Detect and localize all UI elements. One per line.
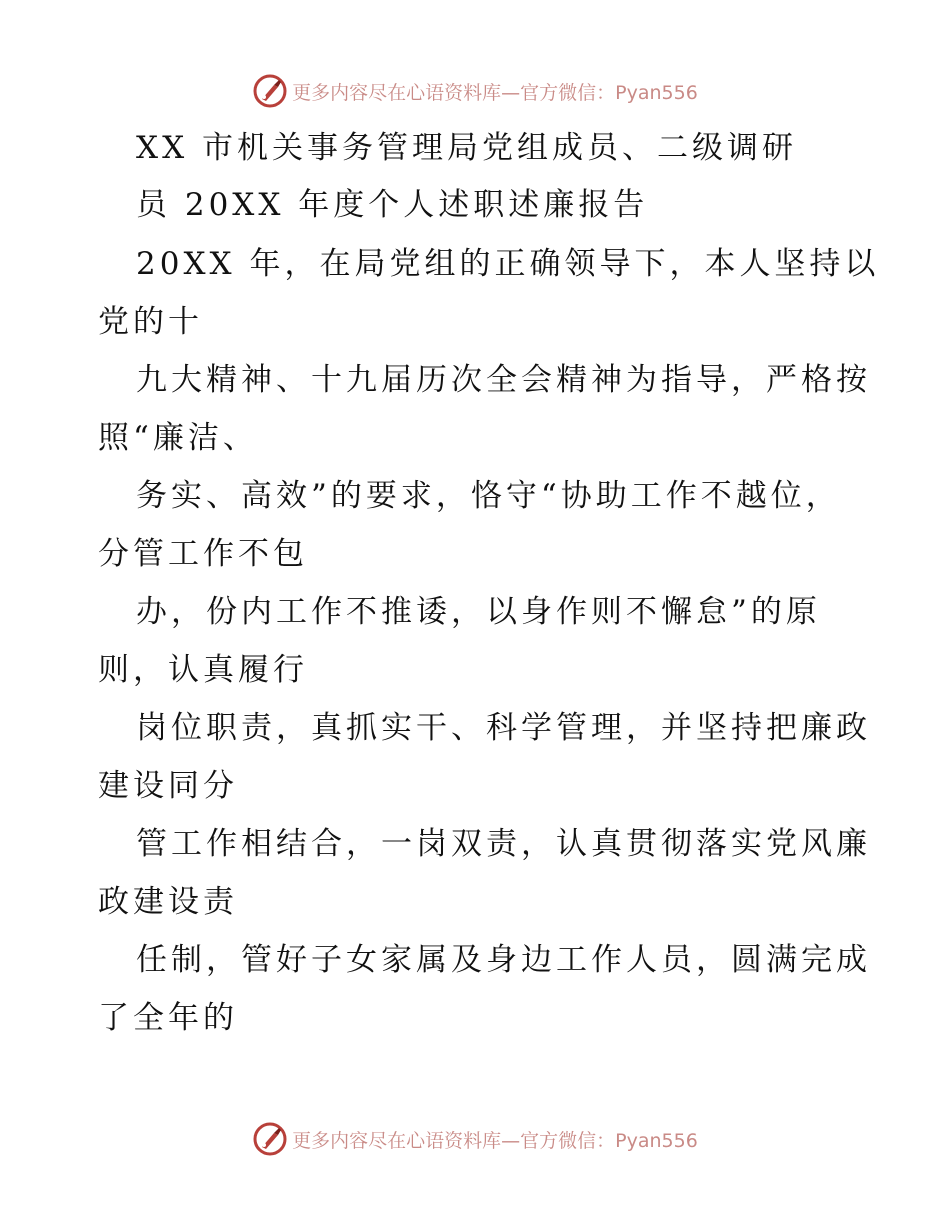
paragraph-line: 党的十 bbox=[98, 304, 203, 340]
paragraph-line: 则，认真履行 bbox=[98, 652, 308, 688]
paragraph-line: 20XX 年，在局党组的正确领导下，本人坚持以 bbox=[136, 246, 880, 282]
pen-logo-icon bbox=[252, 73, 288, 109]
watermark-footer bbox=[0, 1119, 950, 1159]
title-line-2: 员 20XX 年度个人述职述廉报告 bbox=[136, 187, 649, 223]
paragraph-line: 照“廉洁、 bbox=[98, 420, 258, 456]
watermark-header bbox=[0, 71, 950, 111]
paragraph-line: 九大精神、十九届历次全会精神为指导，严格按 bbox=[136, 362, 871, 398]
paragraph-line: 建设同分 bbox=[98, 768, 238, 804]
paragraph-line: 任制，管好子女家属及身边工作人员，圆满完成 bbox=[136, 942, 871, 978]
paragraph-line: 了全年的 bbox=[98, 1000, 238, 1036]
paragraph-line: 分管工作不包 bbox=[98, 536, 308, 572]
paragraph-line: 务实、高效”的要求，恪守“协助工作不越位， bbox=[136, 478, 841, 514]
paragraph-line: 办，份内工作不推诿，以身作则不懈怠”的原 bbox=[136, 594, 821, 630]
watermark-text: 更多内容尽在心语资料库—官方微信：Pyan556 bbox=[292, 1129, 698, 1152]
paragraph-line: 岗位职责，真抓实干、科学管理，并坚持把廉政 bbox=[136, 710, 871, 746]
title-line-1: XX 市机关事务管理局党组成员、二级调研 bbox=[136, 130, 797, 166]
watermark-text: 更多内容尽在心语资料库—官方微信：Pyan556 bbox=[292, 81, 698, 104]
paragraph-line: 管工作相结合，一岗双责，认真贯彻落实党风廉 bbox=[136, 826, 871, 862]
paragraph-line: 政建设责 bbox=[98, 884, 238, 920]
pen-logo-icon bbox=[252, 1121, 288, 1157]
